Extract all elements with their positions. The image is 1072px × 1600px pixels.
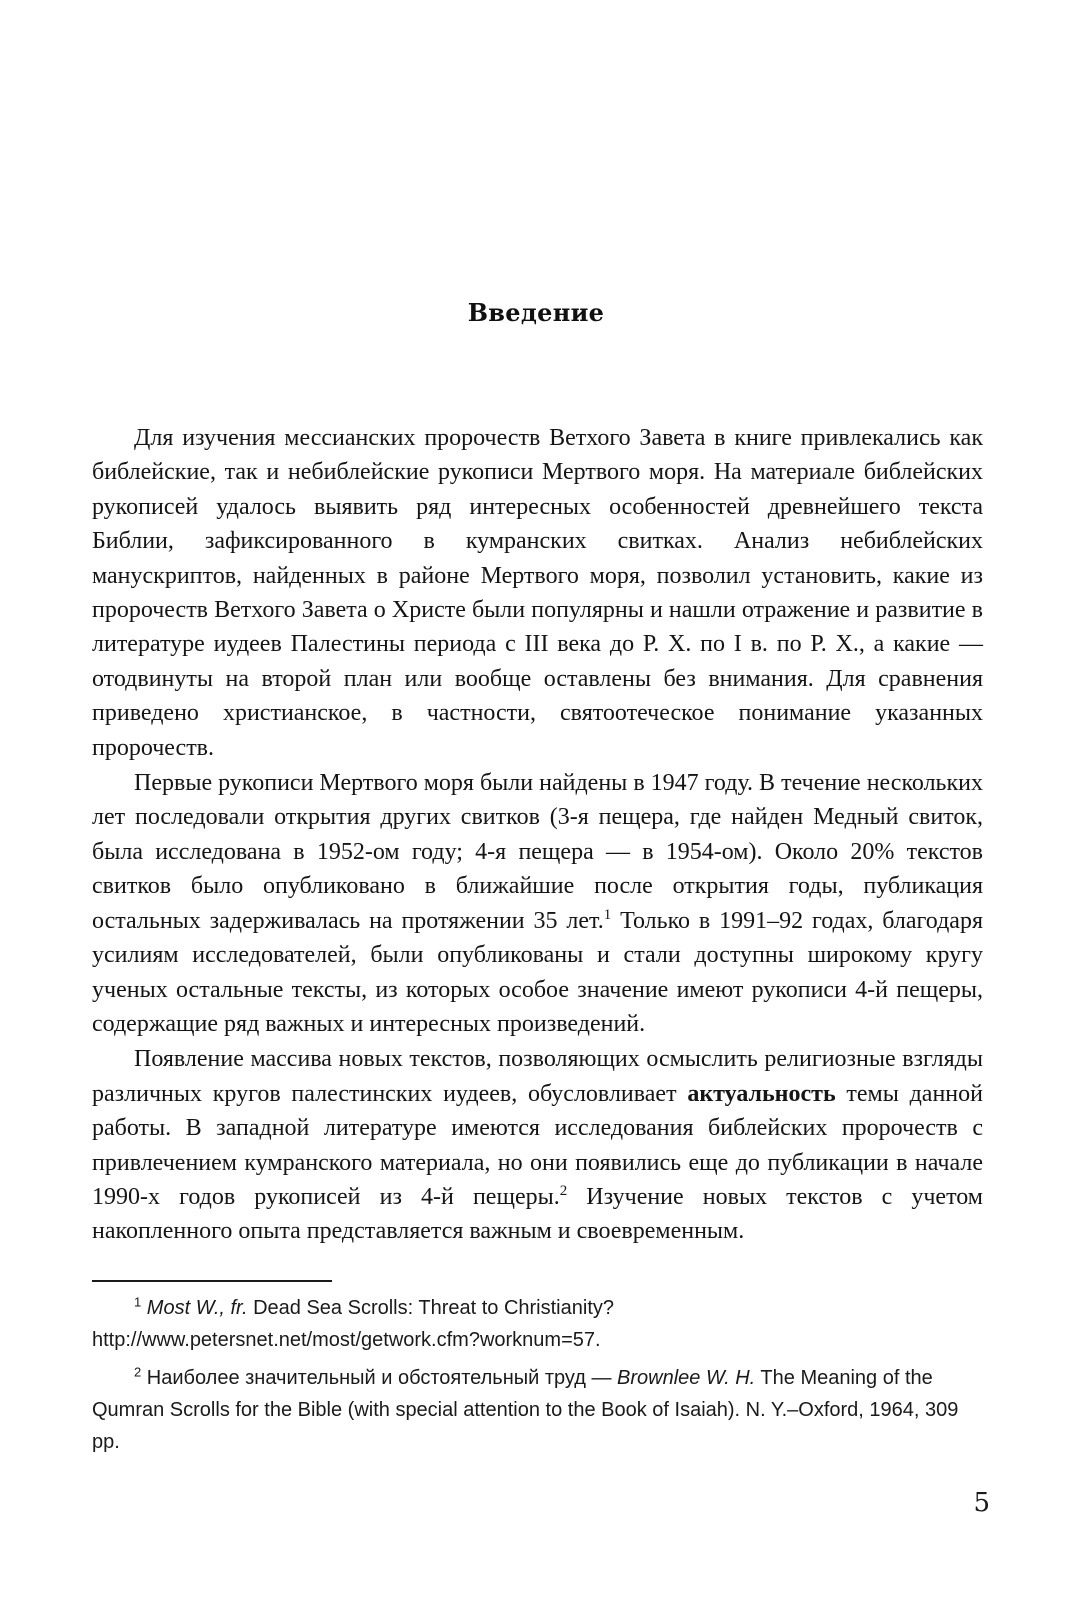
paragraph-1-text: Для изучения мессианских пророчеств Ветхого Завета в книге привлекались как библейские, так и небиблейские рукописи Мертвого моря. На материале библейских рукописей удалось выявить ряд интересных особенностей древнейшего текста Библии, зафиксированного в кумранских свитках. Анализ небиблейских манускриптов, найденных в районе Мертвого моря, позволил установить, какие из пророчеств Ветхого Завета о Христе были популярны и нашли отражение и развитие в литературе иудеев Палестины периода с III века до Р. Х. по I в. по Р. Х., а какие — отодвинуты на второй план или вообще оставлены без внимания. Для сравнения приведено христианское, в частности, святоотеческое понимание указанных пророчеств. bbox=[92, 425, 983, 761]
paragraph-3-text-b: темы данной работы. В западной литературе имеются исследования библейских пророчеств с привлечением кумранского материала, но они появились еще до публикации в начале 1990-х годов рукописей из 4-й пещеры. bbox=[92, 1080, 983, 1210]
paragraph-3 bbox=[92, 1042, 983, 1248]
paragraph-2-text-a: Первые рукописи Мертвого моря были найдены в 1947 году. В течение нескольких лет последовали открытия других свитков (3-я пещера, где найден Медный свиток, была исследована в 1952-ом году; 4-я пещера — в 1954-ом). Около 20% текстов свитков было опубликовано в ближайшие после открытия годы, публикация остальных задерживалась на протяжении 35 лет. bbox=[92, 770, 983, 934]
footnote-1-mark: 1 bbox=[134, 1294, 142, 1310]
footnote-2-lead: Наиболее значительный и обстоятельный труд — bbox=[141, 1367, 618, 1389]
footnote-1-text: Dead Sea Scrolls: Threat to Christianity? http://www.petersnet.net/most/getwork.cfm?worknum=57. bbox=[92, 1297, 614, 1351]
paragraph-1 bbox=[92, 421, 983, 765]
page-number: 5 bbox=[973, 1488, 990, 1518]
main-text bbox=[92, 421, 983, 1249]
footnote-2-author: Brownlee W. H. bbox=[617, 1367, 756, 1389]
footnote-ref-2[interactable]: 2 bbox=[559, 1182, 568, 1199]
chapter-title: Введение bbox=[467, 298, 605, 328]
footnote-1-author: Most W., fr. bbox=[146, 1297, 248, 1319]
footnote-divider bbox=[92, 1280, 332, 1282]
paragraph-2 bbox=[92, 766, 983, 1041]
paragraph-2-text-b: Только в 1991–92 годах, благодаря усилиям исследователей, были опубликованы и стали доступны широкому кругу ученых остальные тексты, из которых особое значение имеют рукописи 4-й пещеры, содержащие ряд важных и интересных произведений. bbox=[92, 907, 983, 1037]
footnote-2-mark: 2 bbox=[134, 1364, 142, 1380]
paragraph-3-text-c: Изучение новых текстов с учетом накопленного опыта представляется важным и своевременным. bbox=[92, 1183, 983, 1245]
emphasis-relevance: актуальность bbox=[687, 1080, 836, 1107]
paragraph-3-text-a: Появление массива новых текстов, позволяющих осмыслить религиозные взгляды различных кругов палестинских иудеев, обусловливает bbox=[92, 1046, 983, 1107]
footnote-ref-1[interactable]: 1 bbox=[603, 906, 612, 923]
footnotes bbox=[92, 1292, 983, 1458]
footnote-2 bbox=[92, 1362, 983, 1458]
footnote-1 bbox=[92, 1292, 983, 1356]
footnote-2-text: The Meaning of the Qumran Scrolls for the Bible (with special attention to the Book of Isaiah). N. Y.–Oxford, 1964, 309 pp. bbox=[92, 1367, 959, 1453]
